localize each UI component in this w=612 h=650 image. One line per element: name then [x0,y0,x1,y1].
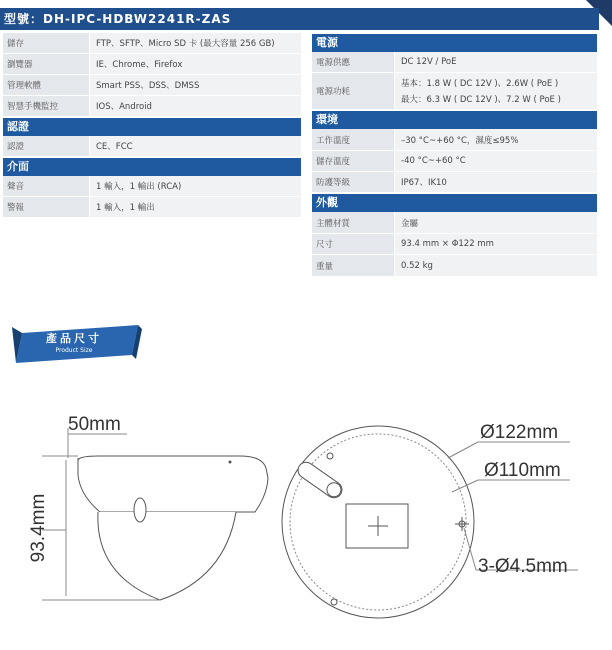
side-view [42,428,268,600]
spec-value: 金屬 [394,212,597,233]
spec-label: 認證 [3,136,89,156]
spec-row [312,234,597,255]
badge-text [22,330,126,354]
spec-row [3,136,301,157]
spec-label: 瀏覽器 [3,54,89,74]
dim-top-width: 50mm [68,414,121,435]
power-max: 最大：6.3 W ( DC 12V )、7.2 W ( PoE ) [401,95,561,105]
spec-row [3,96,301,117]
spec-right-column [312,33,597,277]
section-power-title: 電源 [312,34,597,52]
spec-row [3,75,301,96]
spec-label: 重量 [312,255,394,276]
spec-row [312,172,597,193]
spec-row [312,255,597,277]
power-basic: 基本：1.8 W ( DC 12V )、2.6W ( PoE ) [401,79,559,89]
section-appearance-title: 外觀 [312,194,597,212]
section-environment-title: 環境 [312,111,597,129]
spec-row [312,151,597,172]
spec-label: 尺寸 [312,234,394,254]
dim-mount-holes: 3-Ø4.5mm [478,556,568,577]
spec-value: 1 輸入，1 輸出 [89,197,301,217]
spec-label: 電源供應 [312,52,394,72]
spec-value [394,73,597,109]
spec-value: DC 12V / PoE [394,52,597,72]
section-cert-title: 認證 [3,118,301,136]
spec-row [3,197,301,218]
model-title: 型號：DH-IPC-HDBW2241R-ZAS [0,8,599,30]
spec-label: 防護等級 [312,172,394,192]
spec-row [312,73,597,110]
spec-value: IP67、IK10 [394,172,597,192]
spec-value: Smart PSS、DSS、DMSS [89,75,301,95]
spec-value: -40 °C~+60 °C [394,151,597,171]
dim-height: 93.4mm [28,493,49,563]
spec-value: 93.4 mm × Φ122 mm [394,234,597,254]
section-interface-title: 介面 [3,158,301,176]
spec-label: 儲存溫度 [312,151,394,171]
dim-outer-diameter: Ø122mm [480,422,559,443]
spec-value: 1 輸入，1 輸出 (RCA) [89,176,301,196]
dim-inner-diameter: Ø110mm [484,460,561,481]
spec-label: 聲音 [3,176,89,196]
spec-row [3,176,301,197]
badge-title: 產品尺寸 [46,332,102,345]
spec-label: 工作溫度 [312,129,394,150]
spec-row [3,33,301,54]
spec-row [312,52,597,73]
spec-row [3,54,301,75]
dimension-drawing [0,400,612,650]
spec-left-column [3,33,301,218]
badge-subtitle: Product Size [55,347,93,354]
spec-label: 儲存 [3,33,89,53]
spec-row [312,129,597,151]
spec-value: IE、Chrome、Firefox [89,54,301,74]
spec-value: FTP、SFTP、Micro SD 卡 (最大容量 256 GB) [89,33,301,53]
spec-label: 主體材質 [312,212,394,233]
spec-label: 智慧手機監控 [3,96,89,116]
spec-value: IOS、Android [89,96,301,116]
spec-row [312,212,597,234]
spec-label: 管理軟體 [3,75,89,95]
spec-label: 警報 [3,197,89,217]
spec-label: 電源功耗 [312,73,394,109]
spec-value: –30 °C~+60 °C，濕度≤95% [394,129,597,150]
bottom-view [282,426,578,618]
spec-value: CE、FCC [89,136,301,156]
spec-value: 0.52 kg [394,255,597,276]
